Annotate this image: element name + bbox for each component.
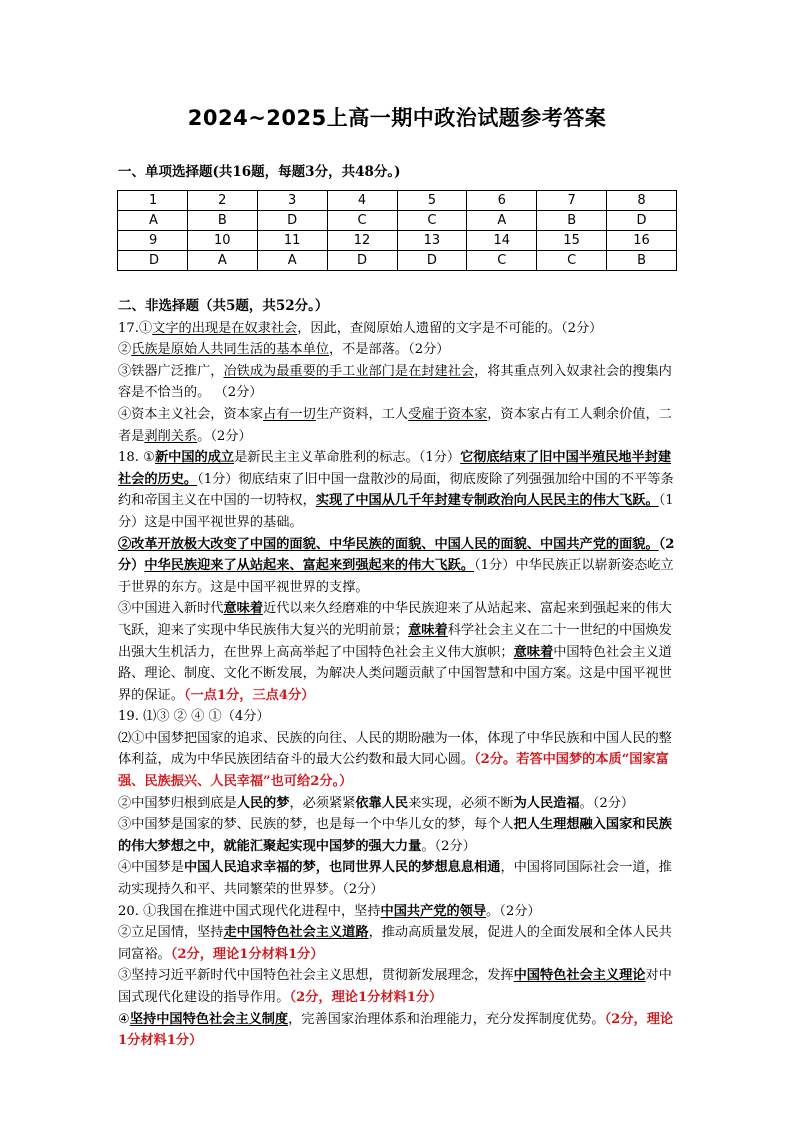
question-number-cell: 5 [397,191,467,211]
q19-point-1: ⑵①中国梦把国家的追求、民族的向往、人民的期盼融为一体，体现了中华民族和中国人民的整体利益，成为中华民族团结奋斗的最大公约数和最大同心圆。（2分。若答中国梦的本质“国家富强、民族振兴、人民幸福”也可给2分。） [118,730,672,790]
answer-cell: C [537,251,607,271]
question-number-cell: 4 [327,191,397,211]
table-row [118,211,677,231]
answer-cell: C [397,211,467,231]
answer-cell: B [537,211,607,231]
question-number-cell: 2 [187,191,257,211]
answer-cell: A [118,211,188,231]
q19-point-3: ③中国梦是国家的梦、民族的梦，也是每一个中华儿女的梦，每个人把人生理想融入国家和民族的伟大梦想之中，就能汇聚起实现中国梦的强大力量。（2分） [118,817,672,854]
answer-cell: A [467,211,537,231]
q20-point-3: ③坚持习近平新时代中国特色社会主义思想，贯彻新发展理念，发挥中国特色社会主义理论对中国式现代化建设的指导作用。（2分，理论1分材料1分） [118,968,672,1005]
non-choice-section [118,296,680,1052]
question-number-cell: 14 [467,231,537,251]
page-title: 2024~2025上高一期中政治试题参考答案 [187,106,607,130]
answer-cell: D [327,251,397,271]
answer-cell: C [467,251,537,271]
answer-cell: D [607,211,677,231]
question-number-cell: 10 [187,231,257,251]
question-number-cell: 11 [257,231,327,251]
q19-part-1: 19. ⑴③ ② ④ ①（4分） [118,709,270,725]
answer-cell: B [187,211,257,231]
question-number-cell: 15 [537,231,607,251]
question-number-cell: 9 [118,231,188,251]
question-number-cell: 1 [118,191,188,211]
answer-cell: B [607,251,677,271]
answer-cell: A [257,251,327,271]
table-row [118,251,677,271]
table-row [118,191,677,211]
q20-point-1: 20. ①我国在推进中国式现代化进程中，坚持中国共产党的领导。（2分） [118,903,541,919]
q17-point-1: 17.①文字的出现是在奴隶社会，因此，查阅原始人遗留的文字是不可能的。（2分） [118,320,603,336]
question-number-cell: 8 [607,191,677,211]
q17-point-4: ④资本主义社会，资本家占有一切生产资料，工人受雇于资本家，资本家占有工人剩余价值，二者是剥削关系。（2分） [118,406,672,444]
q18-point-1: 18. ①新中国的成立是新民主主义革命胜利的标志。（1分）它彻底结束了旧中国半殖民地半封建社会的历史。（1分）彻底结束了旧中国一盘散沙的局面，彻底废除了列强强加给中国的不平等条约和帝国主义在中国的一切特权，实现了中国从几千年封建专制政治向人民民主的伟大飞跃。（1分）这是中国平视世界的基础。 [118,450,674,530]
answer-table [117,190,677,271]
question-number-cell: 12 [327,231,397,251]
section1-heading: 一、单项选择题(共16题，每题3分，共48分。) [118,164,401,180]
table-row [118,231,677,251]
answer-cell: D [397,251,467,271]
q17-point-3: ③铁器广泛推广，冶铁成为最重要的手工业部门是在封建社会，将其重点列入奴隶社会的搜集内容是不恰当的。 （2分） [118,363,672,401]
q18-point-2: ②改革开放极大改变了中国的面貌、中华民族的面貌、中国人民的面貌、中国共产党的面貌。（2分）中华民族迎来了从站起来、富起来到强起来的伟大飞跃。（1分）中华民族正以崭新姿态屹立于世界的东方。这是中国平视世界的支撑。 [118,536,675,595]
answer-cell: D [118,251,188,271]
q19-point-4: ④中国梦是中国人民追求幸福的梦，也同世界人民的梦想息息相通，中国将同国际社会一道，推动实现持久和平、共同繁荣的世界梦。（2分） [118,860,672,898]
question-number-cell: 16 [607,231,677,251]
answer-cell: A [187,251,257,271]
answer-cell: D [257,211,327,231]
section2-heading: 二、非选择题（共5题，共52分。） [118,298,329,314]
question-number-cell: 3 [257,191,327,211]
question-number-cell: 6 [467,191,537,211]
q17-point-2: ②氏族是原始人共同生活的基本单位，不是部落。（2分） [118,342,450,358]
q18-point-3: ③中国进入新时代意味着近代以来久经磨难的中华民族迎来了从站起来、富起来到强起来的伟大飞跃，迎来了实现中华民族伟大复兴的光明前景；意味着科学社会主义在二十一世纪的中国焕发出强大生机活力，在世界上高高举起了中国特色社会主义伟大旗帜；意味着中国特色社会主义道路、理论、制度、文化不断发展，为解决人类问题贡献了中国智慧和中国方案。这是中国平视世界的保证。（一点1分，三点4分） [118,601,672,703]
question-number-cell: 13 [397,231,467,251]
answer-cell: C [327,211,397,231]
q20-point-2: ②立足国情，坚持走中国特色社会主义道路，推动高质量发展，促进人的全面发展和全体人民共同富裕。（2分，理论1分材料1分） [118,925,672,962]
q19-point-2: ②中国梦归根到底是人民的梦，必须紧紧依靠人民来实现，必须不断为人民造福。（2分） [118,795,635,811]
q20-point-4: ④坚持中国特色社会主义制度，完善国家治理体系和治理能力，充分发挥制度优势。（2分，理论1分材料1分） [118,1011,674,1049]
question-number-cell: 7 [537,191,607,211]
